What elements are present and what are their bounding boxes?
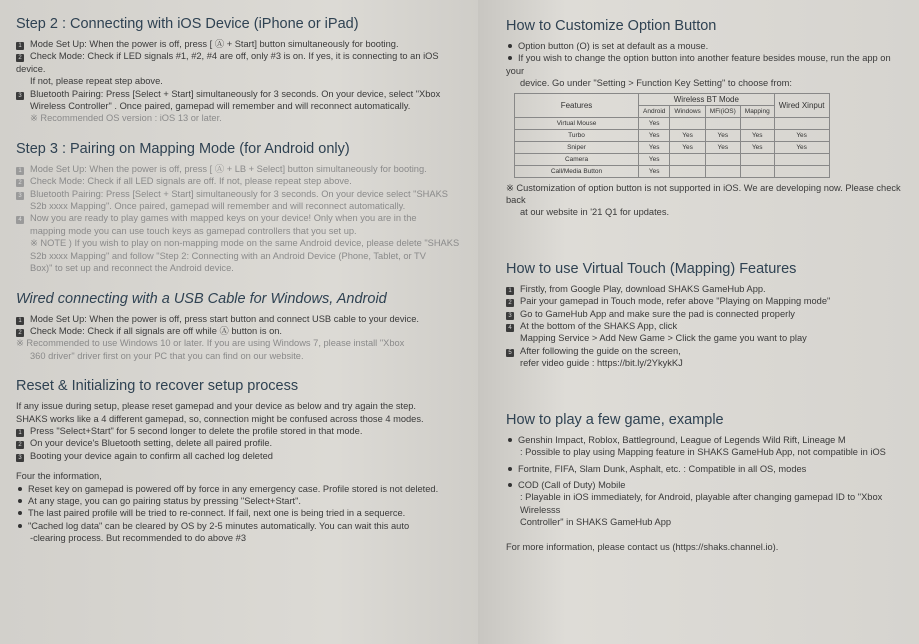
table-subheader: Windows — [670, 105, 705, 117]
table-cell — [774, 117, 829, 129]
step-number-icon: 4 — [16, 216, 24, 224]
table-subheader: Mapping — [740, 105, 774, 117]
custom-note: ※ Customization of option button is not supported in iOS. We are developing now. Please check back — [506, 182, 901, 206]
reset-fact1: Reset key on gamepad is powered off by force in any emergency case. Profile stored is not deleted. — [16, 483, 466, 495]
table-header-row — [515, 93, 830, 105]
table-cell: Yes — [639, 153, 670, 165]
wired-line2: 2 Check Mode: Check if all signals are off while Ⓐ button is on. — [16, 325, 466, 337]
reset-fact3: The last paired profile will be tried to re-connect. If fail, next one is being tried in a sequerce. — [16, 507, 466, 519]
step2-line2: 2 Check Mode: Check if LED signals #1, #2, #4 are off, only #3 is on. If yes, it is connecting to an iOS device. — [16, 51, 439, 74]
reset-fact2: At any stage, you can go pairing status by pressing "Select+Start". — [16, 495, 466, 507]
touch-step5: 5 After following the guide on the screen, — [506, 345, 905, 357]
step-number-icon: 2 — [16, 329, 24, 337]
step-number-icon: 1 — [506, 287, 514, 295]
step-number-icon: 3 — [16, 192, 24, 200]
bullet-icon — [508, 44, 512, 48]
reset-fact4: "Cached log data" can be cleared by OS by 2-5 minutes automatically. You can wait this auto — [16, 520, 466, 532]
games-item1b: : Possible to play using Mapping feature in SHAKS GameHub App, not compatible in iOS — [520, 447, 886, 458]
step2-note: ※ Recommended OS version : iOS 13 or later. — [30, 113, 222, 124]
table-cell — [740, 153, 774, 165]
reset-facts-heading: Four the information, — [16, 471, 102, 482]
step-number-icon: 3 — [506, 312, 514, 320]
bullet-icon — [508, 467, 512, 471]
table-cell — [705, 165, 740, 177]
touch-step4: 4 At the bottom of the SHAKS App, click — [506, 320, 905, 332]
bullet-icon — [508, 483, 512, 487]
reset-step3: 3 Booting your device again to confirm all cached log deleted — [16, 450, 466, 462]
step3-line4b: mapping mode you can use touch keys as gamepad controllers that you set up. — [30, 225, 357, 236]
games-item3b: : Playable in iOS immediately, for Android, playable after changing gamepad ID to "Xbox Wirelesss — [520, 492, 883, 515]
step2-title: Step 2 : Connecting with iOS Device (iPhone or iPad) — [16, 16, 359, 32]
table-row — [515, 153, 830, 165]
table-cell — [670, 153, 705, 165]
step2-line3b: Wireless Controller" . Once paired, gamepad will remember and will reconnect automatically. — [30, 101, 411, 112]
bullet-icon — [18, 524, 22, 528]
step-number-icon: 1 — [16, 317, 24, 325]
table-cell-feature: Virtual Mouse — [515, 117, 639, 129]
bullet-icon — [508, 56, 512, 60]
right-page — [478, 0, 919, 644]
table-row — [515, 165, 830, 177]
table-cell: Yes — [705, 141, 740, 153]
reset-para1: If any issue during setup, please reset gamepad and your device as below and try again the step. — [16, 401, 417, 412]
step3-title: Step 3 : Pairing on Mapping Mode (for Android only) — [16, 140, 350, 157]
table-cell: Yes — [705, 129, 740, 141]
custom-bullet2: If you wish to change the option button into another feature besides mouse, run the app on your — [506, 53, 891, 76]
table-subheader: Android — [639, 105, 670, 117]
step-number-icon: 2 — [16, 179, 24, 187]
table-cell: Yes — [639, 141, 670, 153]
contact-info: For more information, please contact us (https://shaks.channel.io). — [506, 541, 779, 552]
touch-step3: 3 Go to GameHub App and make sure the pad is connected properly — [506, 308, 905, 320]
custom-bullet1: Option button (O) is set at default as a mouse. — [506, 40, 905, 52]
bullet-icon — [18, 487, 22, 491]
table-cell — [705, 153, 740, 165]
bullet-icon — [508, 438, 512, 442]
table-row — [515, 141, 830, 153]
table-cell: Yes — [670, 129, 705, 141]
games-item3c: Controller" in SHAKS GameHub App — [520, 517, 672, 528]
table-row — [515, 117, 830, 129]
table-cell-feature: Camera — [515, 153, 639, 165]
games-item3: COD (Call of Duty) Mobile — [506, 479, 905, 491]
table-cell: Yes — [740, 141, 774, 153]
wired-note1: ※ Recommended to use Windows 10 or later. If you are using Windows 7, please install "Xbox — [16, 338, 405, 349]
table-header-features: Features — [515, 93, 639, 117]
table-cell — [774, 153, 829, 165]
step-number-icon: 3 — [16, 92, 24, 100]
table-cell: Yes — [639, 165, 670, 177]
reset-fact4b: -clearing process. But recommended to do above #3 — [30, 533, 247, 544]
table-cell: Yes — [740, 129, 774, 141]
table-header-wireless: Wireless BT Mode — [639, 93, 775, 105]
custom-bullet2b: device. Go under "Setting > Function Key Setting" to choose from: — [520, 78, 792, 89]
games-item1: Genshin Impact, Roblox, Battleground, League of Legends Wild Rift, Lineage M — [506, 434, 905, 446]
custom-title: How to Customize Option Button — [506, 18, 717, 34]
step-number-icon: 3 — [16, 454, 24, 462]
custom-note-b: at our website in '21 Q1 for updates. — [520, 207, 670, 218]
step-number-icon: 1 — [16, 429, 24, 437]
table-row — [515, 129, 830, 141]
step3-line3b: S2b xxxx Mapping". Once paired, gamepad will remember and will reconnect automatically. — [30, 201, 406, 212]
step2-line3: 3 Bluetooth Pairing: Press [Select + Start] simultaneously for 3 seconds. On your device, select "Xbox — [16, 88, 466, 100]
table-header-wired: Wired Xinput — [774, 93, 829, 117]
bullet-icon — [18, 511, 22, 515]
step3-line4: 4 Now you are ready to play games with mapped keys on your device! Only when you are in the — [16, 212, 466, 224]
touch-step4b: Mapping Service > Add New Game > Click the game you want to play — [520, 333, 807, 344]
touch-title: How to use Virtual Touch (Mapping) Features — [506, 260, 797, 277]
wired-note2: 360 driver" driver first on your PC that you can find on our website. — [30, 350, 304, 361]
table-cell — [740, 117, 774, 129]
wired-title: Wired connecting with a USB Cable for Windows, Android — [16, 290, 387, 307]
step3-note3: Box)" to set up and reconnect the Android device. — [30, 263, 234, 274]
table-cell — [705, 117, 740, 129]
table-cell: Yes — [639, 117, 670, 129]
reset-title: Reset & Initializing to recover setup process — [16, 378, 299, 395]
bullet-icon — [18, 499, 22, 503]
reset-step1: 1 Press "Select+Start" for 5 second longer to delete the profile stored in that mode. — [16, 425, 466, 437]
wired-line1: 1 Mode Set Up: When the power is off, press start button and connect USB cable to your device. — [16, 313, 466, 325]
table-cell — [670, 117, 705, 129]
table-cell: Yes — [774, 141, 829, 153]
reset-para2: SHAKS works like a 4 different gamepad, so, connection might be confused across those 4 modes. — [16, 413, 424, 424]
table-subheader: MFi(iOS) — [705, 105, 740, 117]
reset-step2: 2 On your device's Bluetooth setting, delete all paired profile. — [16, 437, 466, 449]
table-cell — [670, 165, 705, 177]
table-cell-feature: Call/Media Button — [515, 165, 639, 177]
step-number-icon: 1 — [16, 42, 24, 50]
table-cell: Yes — [774, 129, 829, 141]
games-title: How to play a few game, example — [506, 411, 724, 428]
step3-line2: 2 Check Mode: Check if all LED signals are off. If not, please repeat step above. — [16, 175, 466, 187]
table-cell — [774, 165, 829, 177]
step-number-icon: 5 — [506, 349, 514, 357]
step-number-icon: 2 — [16, 441, 24, 449]
step2-line2b: If not, please repeat step above. — [30, 76, 163, 87]
touch-step1: 1 Firstly, from Google Play, download SHAKS GameHub App. — [506, 283, 905, 295]
table-cell: Yes — [670, 141, 705, 153]
step2-line1: 1 Mode Set Up: When the power is off, press [ Ⓐ + Start] button simultaneously for booting. — [16, 38, 466, 50]
touch-step2: 2 Pair your gamepad in Touch mode, refer above "Playing on Mapping mode" — [506, 295, 905, 307]
touch-step5b: refer video guide : https://bit.ly/2YkykKJ — [520, 358, 683, 369]
games-item2: Fortnite, FIFA, Slam Dunk, Asphalt, etc. : Compatible in all OS, modes — [506, 463, 905, 475]
step3-note2: S2b xxxx Mapping" and follow "Step 2: Connecting with an Android Device (Phone, Tablet, or TV — [30, 250, 426, 261]
step-number-icon: 2 — [16, 54, 24, 62]
step-number-icon: 4 — [506, 324, 514, 332]
step3-line1: 1 Mode Set Up: When the power is off, press [ Ⓐ + LB + Select] button simultaneously for booting. — [16, 163, 466, 175]
step3-line3: 3 Bluetooth Pairing: Press [Select + Start] simultaneously for 3 seconds. On your device select "SHAKS — [16, 188, 466, 200]
step-number-icon: 2 — [506, 299, 514, 307]
table-cell: Yes — [639, 129, 670, 141]
table-cell-feature: Turbo — [515, 129, 639, 141]
step-number-icon: 1 — [16, 167, 24, 175]
option-feature-table — [514, 93, 830, 178]
table-cell-feature: Sniper — [515, 141, 639, 153]
table-cell — [740, 165, 774, 177]
step3-note1: ※ NOTE ) If you wish to play on non-mapping mode on the same Android device, please delete "SHAKS — [30, 238, 460, 249]
